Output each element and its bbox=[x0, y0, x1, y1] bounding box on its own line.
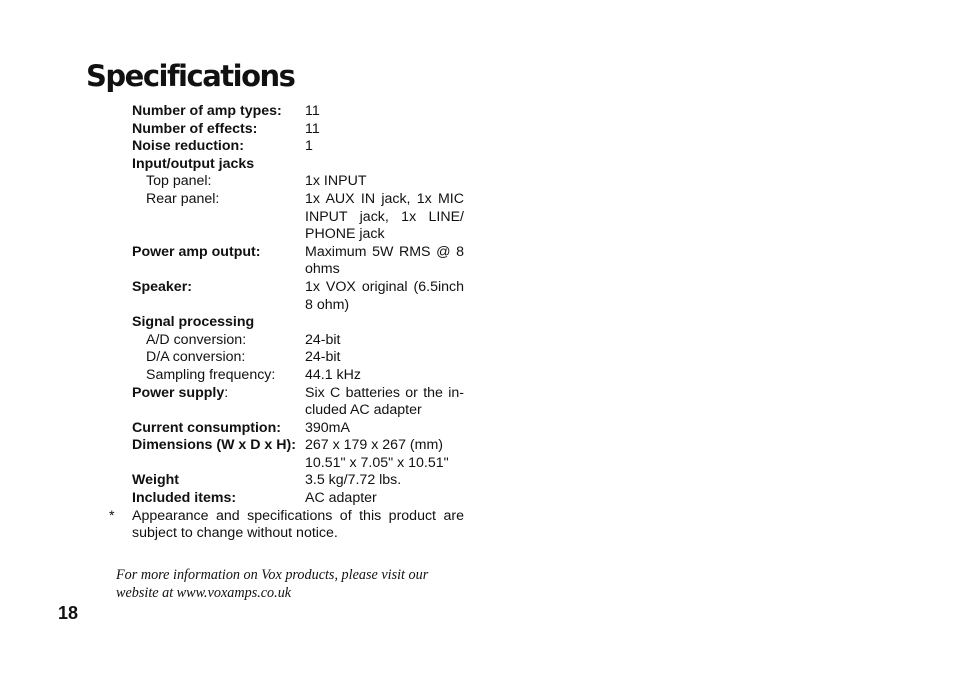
spec-label: A/D conversion: bbox=[146, 331, 247, 348]
spec-label: Sampling frequency: bbox=[146, 366, 276, 383]
spec-value: 11 bbox=[305, 120, 320, 137]
spec-value-line: 1x VOX original (6.5inch bbox=[305, 278, 464, 295]
spec-row-ad-conversion bbox=[132, 332, 464, 350]
spec-row-power-amp bbox=[132, 244, 464, 279]
spec-label-suffix: : bbox=[224, 384, 229, 401]
more-info-line: website at www.voxamps.co.uk bbox=[116, 585, 292, 601]
spec-value: 1 bbox=[305, 138, 313, 155]
disclaimer-note bbox=[109, 507, 464, 543]
note-line: subject to change without notice. bbox=[132, 525, 338, 542]
spec-row-rear-panel bbox=[132, 191, 464, 244]
spec-section-heading: Input/output jacks bbox=[132, 155, 255, 172]
note-line: Appearance and specifications of this product are bbox=[132, 507, 464, 524]
spec-label: Speaker: bbox=[132, 278, 192, 295]
spec-value: AC adapter bbox=[305, 490, 377, 507]
spec-row-sampling-frequency bbox=[132, 367, 464, 385]
spec-label: D/A conversion: bbox=[146, 349, 246, 366]
spec-heading-signal-processing bbox=[132, 314, 464, 332]
spec-value: 24-bit bbox=[305, 349, 341, 366]
spec-value-line: 267 x 179 x 267 (mm) bbox=[305, 437, 443, 454]
spec-value-line: cluded AC adapter bbox=[305, 402, 422, 419]
spec-label: Dimensions (W x D x H): bbox=[132, 437, 296, 454]
spec-value-line: PHONE jack bbox=[305, 226, 385, 243]
more-info-line: For more information on Vox products, please visit our bbox=[116, 567, 429, 583]
spec-label: Weight bbox=[132, 472, 180, 489]
spec-value-line: 1x AUX IN jack, 1x MIC bbox=[305, 190, 464, 207]
spec-value bbox=[305, 191, 464, 244]
spec-row-amp-types bbox=[132, 103, 464, 121]
spec-row-effects bbox=[132, 121, 464, 139]
spec-row-da-conversion bbox=[132, 349, 464, 367]
spec-label: Rear panel: bbox=[146, 190, 220, 207]
spec-label-bold: Power supply bbox=[132, 384, 225, 401]
spec-value-line: INPUT jack, 1x LINE/ bbox=[305, 208, 464, 225]
spec-label: Number of amp types: bbox=[132, 103, 282, 119]
spec-row-noise-reduction bbox=[132, 138, 464, 156]
spec-label: Noise reduction: bbox=[132, 138, 244, 155]
spec-value-line: ohms bbox=[305, 261, 340, 278]
spec-label: Current consumption: bbox=[132, 419, 281, 436]
spec-value: 390mA bbox=[305, 419, 350, 436]
spec-value: 24-bit bbox=[305, 331, 341, 348]
spec-row-dimensions bbox=[132, 437, 464, 472]
spec-label bbox=[132, 385, 305, 420]
spec-label: Number of effects: bbox=[132, 120, 258, 137]
specifications-list bbox=[109, 103, 464, 543]
spec-value: 44.1 kHz bbox=[305, 366, 361, 383]
spec-row-power-supply bbox=[132, 385, 464, 420]
page-title: Specifications bbox=[86, 59, 295, 93]
spec-label: Power amp output: bbox=[132, 243, 261, 260]
spec-row-weight bbox=[132, 472, 464, 490]
spec-value: 1x INPUT bbox=[305, 173, 367, 190]
spec-row-included-items bbox=[132, 490, 464, 508]
spec-value-line: Six C batteries or the in- bbox=[305, 384, 464, 401]
spec-value bbox=[305, 385, 464, 420]
spec-heading-io-jacks bbox=[132, 156, 464, 174]
spec-value bbox=[305, 244, 464, 279]
spec-value-line: 8 ohm) bbox=[305, 296, 350, 313]
page-number: 18 bbox=[58, 603, 79, 623]
spec-value-line: Maximum 5W RMS @ 8 bbox=[305, 243, 464, 260]
spec-value: 3.5 kg/7.72 lbs. bbox=[305, 472, 402, 489]
more-info-text bbox=[116, 566, 428, 602]
spec-value bbox=[305, 437, 464, 472]
spec-value: 11 bbox=[305, 103, 320, 119]
asterisk-marker: * bbox=[109, 507, 115, 524]
spec-row-current-consumption bbox=[132, 420, 464, 438]
spec-row-speaker bbox=[132, 279, 464, 314]
spec-value-line: 10.51" x 7.05" x 10.51" bbox=[305, 454, 449, 471]
spec-value bbox=[305, 279, 464, 314]
spec-label: Included items: bbox=[132, 490, 237, 507]
spec-section-heading: Signal processing bbox=[132, 314, 255, 331]
spec-label: Top panel: bbox=[146, 173, 212, 190]
spec-row-top-panel bbox=[132, 173, 464, 191]
